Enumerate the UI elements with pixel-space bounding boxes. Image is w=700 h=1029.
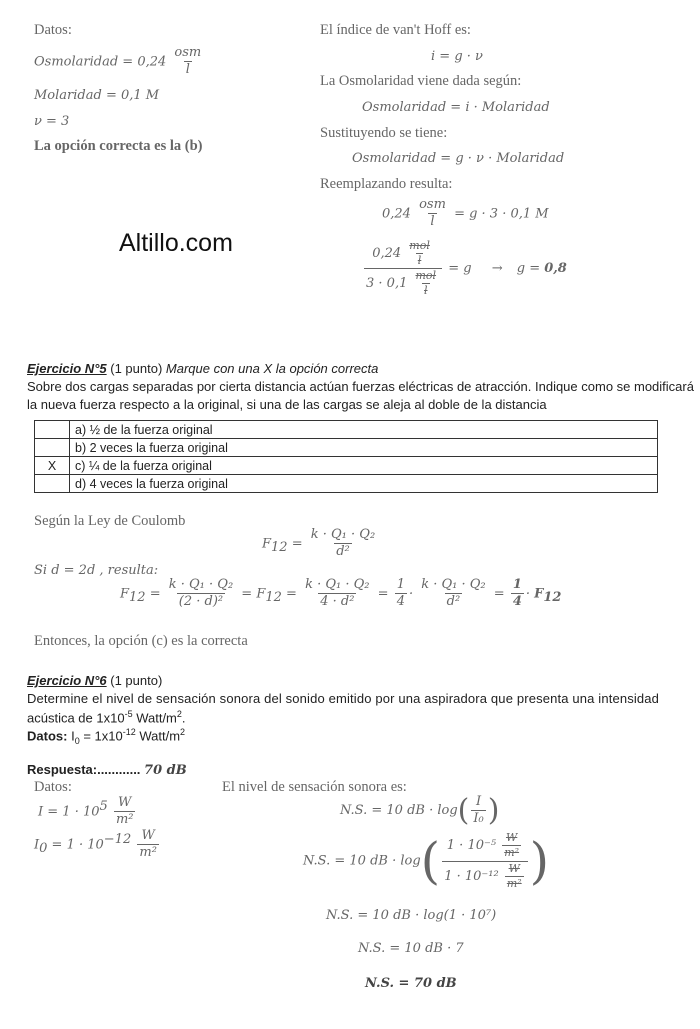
option-text: c) ¼ de la fuerza original [70, 457, 658, 475]
altillo-watermark: Altillo.com [119, 229, 233, 257]
ns-equation-1: N.S. = 10 dB · log( $\frac{I}{\text{I₀}}$ ) [340, 793, 500, 828]
molaridad-equation: Molaridad = 0,1 M [34, 88, 160, 103]
sustituyendo-label: Sustituyendo se tiene: [320, 125, 448, 141]
sustituyendo-equation: Osmolaridad = g · ν · Molaridad [352, 151, 565, 166]
ej5-options-table [34, 420, 658, 493]
ej6-statement-1: Determine el nivel de sensación sonora del sonido emitido por una aspiradora que presenta una intensidad [27, 691, 660, 706]
ej5-conclusion: Entonces, la opción (c) es la correcta [34, 633, 248, 649]
option-row[interactable] [35, 475, 658, 493]
i-equation: $I = 1 \cdot 10^5$ $\frac{W}{\text{m²}}$ [38, 795, 134, 828]
option-text: d) 4 veces la fuerza original [70, 475, 658, 493]
coulomb-derivation: $F_{12}$ = $\frac{\text{k · Q₁ · Q₂}}{\text{(2 · d)²}}$ = $F_{12}$ = $\frac{\text{k · Q₁ · Q₂}}{\text{4 · d²}}$ = $\frac{1}{4}$ · $\frac{\text{k · Q₁ · Q₂}}{\text{d²}}$ = $\frac{1}{4}$ · $F_{12}$ [120, 577, 562, 610]
option-text: b) 2 veces la fuerza original [70, 439, 658, 457]
ns-equation-4: N.S. = 10 dB · 7 [358, 941, 464, 956]
ns-final: N.S. = 70 dB [365, 976, 457, 991]
ej6-datos: Datos: $I_0 = 1x10^{-12}$ Watt/$m^2$ [27, 727, 186, 746]
arrow-icon: → [491, 261, 503, 277]
coulomb-equation: $F_{12}$ = $\frac{\text{k · Q₁ · Q₂}}{\text{d²}}$ [262, 527, 376, 560]
ns-equation-3: N.S. = 10 dB · log(1 · 10⁷) [326, 908, 497, 923]
ej6-statement-2: acústica de $1x10^{-5}$ Watt/$m^2$. [27, 709, 186, 726]
ns-equation-2: N.S. = 10 dB · log( 1 · 10⁻⁵ $\frac{W}{\text{m²}}$ 1 · 10⁻¹² $\frac{W}{\text{m²}}$ ) [303, 831, 550, 890]
block1-conclusion: La opción correcta es la (b) [34, 138, 203, 154]
si-label: Si d = 2d , resulta: [34, 563, 159, 578]
datos-label: Datos: [34, 22, 72, 38]
ej5-heading: Ejercicio N°5 (1 punto) Marque con una X la opción correcta [27, 361, 379, 376]
reemplazando-equation: 0,24 $\frac{\text{osm}}{l}$ = g · 3 · 0,1 M [382, 197, 549, 230]
option-mark[interactable] [35, 439, 70, 457]
reemplazando-label: Reemplazando resulta: [320, 176, 453, 192]
ej6-heading: Ejercicio N°6 (1 punto) [27, 673, 163, 688]
coulomb-label: Según la Ley de Coulomb [34, 513, 186, 529]
option-row[interactable] [35, 457, 658, 475]
option-mark[interactable] [35, 475, 70, 493]
vanthoff-equation: i = g · ν [431, 49, 483, 64]
osmolaridad-equation: Osmolaridad = 0,24 $\frac{\text{osm}}{l}$ [34, 45, 202, 78]
i0-equation: $I_0 = 1 \cdot 10^{-12}$ $\frac{W}{\text{m²}}$ [34, 828, 157, 861]
option-mark[interactable] [35, 421, 70, 439]
option-row[interactable] [35, 421, 658, 439]
vanthoff-label: El índice de van't Hoff es: [320, 22, 471, 38]
option-mark[interactable]: X [35, 457, 70, 475]
ej6-datos-label: Datos: [34, 779, 72, 795]
nivel-label: El nivel de sensación sonora es: [222, 779, 407, 795]
osm-dada-equation: Osmolaridad = i · Molaridad [362, 100, 550, 115]
option-text: a) ½ de la fuerza original [70, 421, 658, 439]
ej6-respuesta: Respuesta:............ 70 dB [27, 762, 187, 778]
option-row[interactable] [35, 439, 658, 457]
nu-equation: ν = 3 [34, 114, 70, 129]
final-equation: 0,24 $\frac{\text{mol}}{l}$ 3 · 0,1 $\frac{\text{mol}}{l}$ = g → g = 0,8 [366, 239, 567, 298]
osm-dada-label: La Osmolaridad viene dada según: [320, 73, 522, 89]
ej5-statement-1: Sobre dos cargas separadas por cierta distancia actúan fuerzas eléctricas de atracción. Indique como se modificará [27, 379, 694, 394]
ej5-statement-2: la nueva fuerza respecto a la original, si una de las cargas se aleja al doble de la distancia [27, 397, 547, 412]
